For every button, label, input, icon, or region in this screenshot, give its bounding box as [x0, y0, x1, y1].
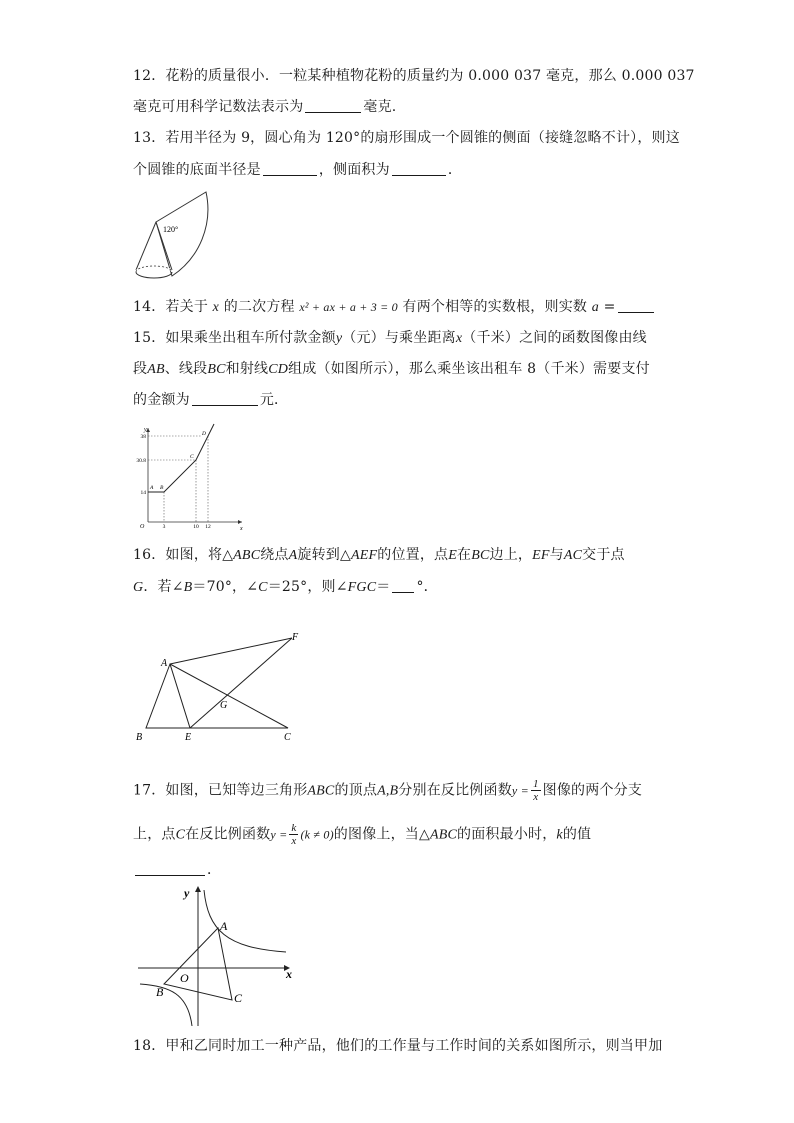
- q12-answer-blank[interactable]: [305, 98, 361, 113]
- q13-angle-label: 120°: [163, 225, 179, 234]
- q15-text-g: 组成（如图所示），那么乘坐该出租车 8（千米）需要支付: [288, 361, 650, 377]
- q15-point-d-label: D: [202, 431, 206, 437]
- q17-text: 上，点: [133, 826, 176, 843]
- q14-text-c: 有两个相等的实数根，则实数: [397, 299, 592, 315]
- q16-text: 边上，: [489, 547, 533, 563]
- q17-fraction-1-den: x: [533, 791, 539, 803]
- q16-point-g: G: [133, 580, 144, 595]
- q17-fraction-2-num: k: [291, 822, 297, 834]
- q13-text-b: ，侧面积为: [318, 162, 390, 178]
- q16-text: ＝: [376, 579, 391, 595]
- q16-point-a: A: [288, 548, 298, 563]
- q15-seg-ab: AB: [147, 362, 165, 377]
- q16-answer-blank[interactable]: [392, 578, 414, 593]
- q14-text-b: 的二次方程: [219, 299, 300, 315]
- q15-x-tick: 10: [193, 524, 199, 530]
- q17-text: 的图像上，当: [333, 826, 419, 843]
- q15-x-tick: 12: [205, 524, 211, 530]
- q17-points-ab: A,B: [377, 783, 399, 799]
- q17-label-c: C: [234, 991, 243, 1005]
- q15-y-tick: 30.8: [136, 458, 146, 464]
- q17-label-a: A: [220, 919, 228, 933]
- q17-text: 分别在反比例函数: [398, 782, 512, 799]
- q15-origin-label: O: [140, 524, 145, 530]
- q15-x-tick: 3: [162, 524, 166, 530]
- q15-line-2: [133, 359, 650, 380]
- q17-func-2-lhs: y =: [270, 827, 288, 842]
- q16-line-2: [133, 577, 438, 598]
- q17-text: 的顶点: [334, 782, 378, 799]
- q16-text: 的位置，点: [377, 547, 449, 563]
- q14-var-x: x: [212, 300, 220, 315]
- q16-label-a: A: [161, 658, 168, 669]
- q16-rotation-figure: [130, 628, 310, 746]
- q15-answer-blank[interactable]: [192, 391, 258, 406]
- q13-cone-figure: [128, 186, 218, 286]
- q15-text-c: （千米）之间的函数图像由线: [462, 330, 647, 346]
- q12-line-1: 12．花粉的质量很小．一粒某种植物花粉的质量约为 0.000 037 毫克，那么 0.000 037: [133, 68, 695, 84]
- q16-text: °．: [416, 579, 438, 595]
- q15-text-e: 、线段: [164, 361, 208, 377]
- q13-line-2: [133, 160, 462, 180]
- q16-label-g: G: [220, 700, 228, 711]
- q15-text-a: 15．如果乘坐出租车所付款金额: [133, 330, 336, 346]
- q12-text-a: 毫克可用科学记数法表示为: [133, 99, 304, 115]
- q17-text: 的面积最小时，: [457, 826, 557, 843]
- q13-line-1: 13．若用半径为 9，圆心角为 120°的扇形围成一个圆锥的侧面（接缝忽略不计），则这: [133, 130, 680, 146]
- q17-fraction-1-num: 1: [532, 778, 539, 790]
- q17-fraction-2-den: x: [291, 835, 297, 847]
- q17-func-1-lhs: y =: [511, 783, 529, 798]
- q16-label-c: C: [284, 732, 291, 743]
- q16-side-ac: AC: [563, 548, 583, 563]
- q16-triangle-abc: △ABC: [222, 548, 261, 563]
- q17-answer-blank[interactable]: [135, 861, 205, 876]
- q17-hyperbola-figure: [134, 880, 304, 1030]
- q17-y-axis-label: y: [184, 886, 190, 900]
- q15-text-f: 和射线: [225, 361, 269, 377]
- q16-text: 16．如图，将: [133, 547, 223, 563]
- q14-text-d: =: [598, 299, 616, 315]
- q16-text: 与: [549, 547, 564, 563]
- q14-answer-blank[interactable]: [618, 298, 654, 313]
- q16-label-e: E: [185, 732, 192, 743]
- q15-y-tick: 38: [140, 434, 146, 440]
- q15-text-b: （元）与乘坐距离: [342, 330, 456, 346]
- q15-text-i: 元．: [259, 392, 289, 408]
- q16-side-ef: EF: [532, 548, 550, 563]
- q16-text: 旋转到: [297, 547, 341, 563]
- q16-angle-b: B: [183, 580, 193, 595]
- q17-text: 17．如图，已知等边三角形: [133, 782, 308, 799]
- q14-line: [133, 297, 656, 318]
- q16-point-e: E: [448, 548, 458, 563]
- q16-line-1: [133, 545, 625, 566]
- q15-x-axis-label: x: [240, 526, 243, 532]
- q17-x-axis-label: x: [286, 967, 292, 981]
- q15-var-y: y: [335, 331, 343, 346]
- q16-label-b: B: [136, 732, 143, 743]
- q16-triangle-aef: △AEF: [340, 548, 378, 563]
- q17-line-2: [133, 822, 591, 847]
- q17-text: 的值: [562, 826, 592, 843]
- q17-text: 在反比例函数: [185, 826, 271, 843]
- q12-text-b: 毫克.: [363, 99, 397, 115]
- q16-angle-c: C: [258, 580, 268, 595]
- q18-line-1: 18．甲和乙同时加工一种产品，他们的工作量与工作时间的关系如图所示，则当甲加: [133, 1038, 663, 1054]
- q14-equation: x² + ax + a + 3 = 0: [299, 300, 398, 314]
- q13-text-c: ．: [447, 162, 463, 178]
- q13-text-a: 个圆锥的底面半径是: [133, 162, 261, 178]
- q17-label-b: B: [156, 985, 164, 999]
- q14-var-a: a: [591, 300, 599, 315]
- q15-y-axis-label: y: [144, 427, 147, 433]
- q15-text-h: 的金额为: [133, 392, 190, 408]
- q17-text: 图像的两个分支: [542, 782, 643, 799]
- q16-angle-fgc: FGC: [347, 580, 377, 595]
- q15-var-x: x: [455, 331, 463, 346]
- q17-line-1: [133, 778, 642, 803]
- q17-text: ．: [207, 862, 222, 878]
- q15-point-b-label: B: [160, 485, 164, 491]
- q16-text: 交于点: [582, 547, 625, 563]
- q17-triangle-ref: △ABC: [419, 827, 458, 843]
- q15-text-d: 段: [133, 361, 148, 377]
- q17-var-k: k: [556, 827, 563, 843]
- q17-point-c: C: [175, 827, 186, 843]
- q16-text: 绕点: [260, 547, 289, 563]
- q15-point-c-label: C: [190, 454, 194, 460]
- q15-line-1: [133, 328, 647, 349]
- q16-text: 在: [457, 547, 472, 563]
- q16-label-f: F: [292, 632, 299, 643]
- q13-area-blank[interactable]: [392, 161, 446, 176]
- q16-text: ＝25°，则∠: [267, 579, 348, 595]
- q16-text: ＝70°，∠: [192, 579, 259, 595]
- q15-line-3: [133, 390, 288, 410]
- q17-fraction-2: [289, 822, 298, 847]
- q15-y-tick: 14: [140, 490, 146, 496]
- q15-seg-bc: BC: [207, 362, 226, 377]
- q16-text: ．若∠: [143, 579, 184, 595]
- q15-point-a-label: A: [150, 485, 154, 491]
- q13-radius-blank[interactable]: [263, 161, 317, 176]
- q14-text-a: 14．若关于: [133, 299, 213, 315]
- q15-taxi-graph: [126, 422, 250, 532]
- q17-origin-label: O: [180, 971, 189, 985]
- q12-line-2: [133, 97, 396, 117]
- q15-ray-cd: CD: [268, 362, 289, 377]
- q16-side-bc: BC: [471, 548, 490, 563]
- q17-triangle: ABC: [307, 783, 335, 799]
- q17-fraction-1: [531, 778, 541, 803]
- q17-condition: (k ≠ 0): [300, 827, 334, 842]
- q17-line-3: [133, 860, 221, 880]
